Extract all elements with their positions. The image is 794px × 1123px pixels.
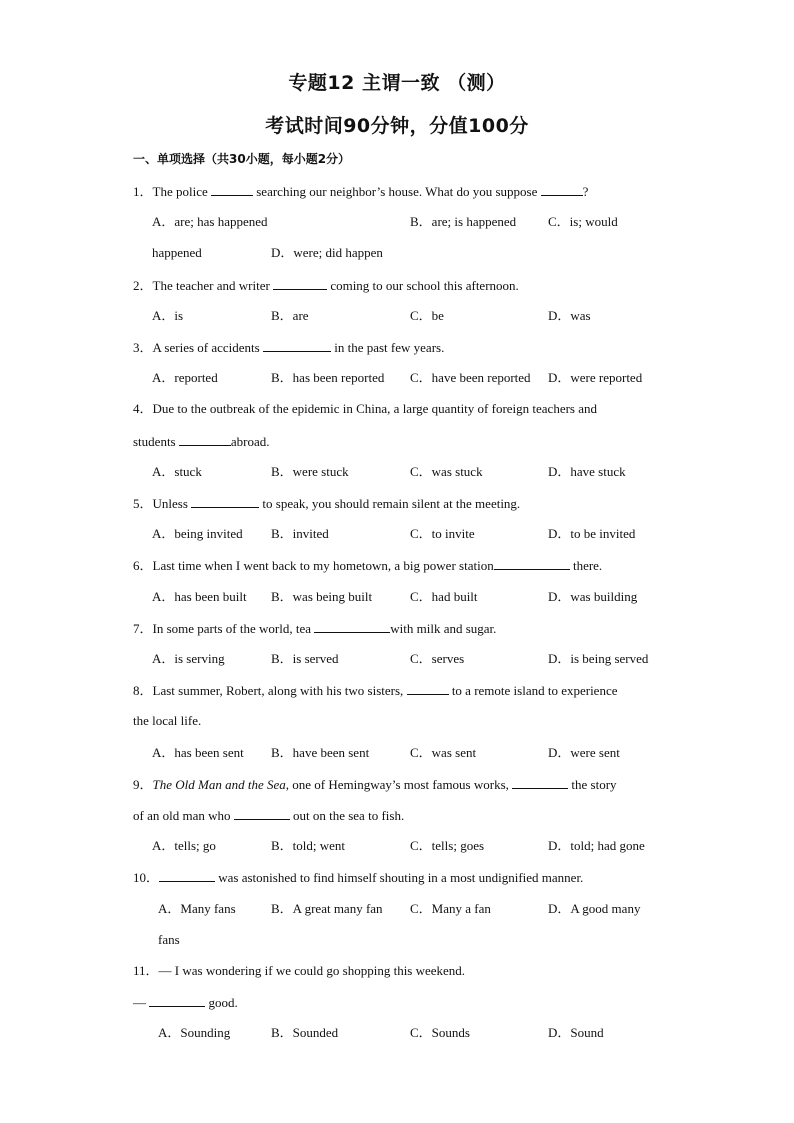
question-4-continued: students abroad.	[133, 434, 270, 449]
answer-blank	[494, 557, 570, 570]
option-d: D．is being served	[548, 651, 649, 666]
option-d: D．A good many	[548, 901, 641, 916]
question-9-continued: of an old man who out on the sea to fish.	[133, 808, 405, 823]
option-a: A．is serving	[152, 651, 225, 666]
option-b: B．invited	[271, 526, 329, 541]
answer-blank	[407, 682, 449, 695]
option-d: D．were sent	[548, 745, 620, 760]
option-c: C．Sounds	[410, 1025, 470, 1040]
answer-blank	[149, 994, 205, 1007]
option-b: B．have been sent	[271, 745, 370, 760]
answer-blank	[191, 495, 259, 508]
answer-blank	[512, 776, 568, 789]
option-c: C．had built	[410, 589, 478, 604]
option-d: D．was building	[548, 589, 638, 604]
answer-blank	[159, 869, 215, 882]
question-6: 6．Last time when I went back to my hometown, a big power station there.	[133, 558, 603, 573]
option-d: D．were reported	[548, 370, 643, 385]
question-5: 5．Unless to speak, you should remain silent at the meeting.	[133, 496, 521, 511]
option-b: B．was being built	[271, 589, 373, 604]
question-2: 2．The teacher and writer coming to our school this afternoon.	[133, 278, 519, 293]
question-3: 3．A series of accidents in the past few years.	[133, 340, 445, 355]
question-4: 4．Due to the outbreak of the epidemic in China, a large quantity of foreign teachers and	[133, 401, 598, 416]
option-c: C．tells; goes	[410, 838, 485, 853]
option-c: C．was sent	[410, 745, 477, 760]
option-c: C．is; would	[548, 214, 618, 229]
option-d: D．told; had gone	[548, 838, 645, 853]
option-d: D．have stuck	[548, 464, 626, 479]
question-10: 10． was astonished to find himself shouting in a most undignified manner.	[133, 870, 584, 885]
option-b: B．has been reported	[271, 370, 385, 385]
answer-blank	[263, 339, 331, 352]
option-b: B．were stuck	[271, 464, 349, 479]
option-a: A．has been sent	[152, 745, 244, 760]
section-heading: 一、单项选择（共30小题，每小题2分）	[133, 152, 351, 166]
question-11-reply: — good.	[133, 995, 238, 1010]
option-a: A．has been built	[152, 589, 247, 604]
question-7: 7．In some parts of the world, tea with milk and sugar.	[133, 621, 497, 636]
option-a: A．stuck	[152, 464, 202, 479]
option-c-continued: happened	[152, 245, 202, 260]
question-8: 8．Last summer, Robert, along with his two sisters, to a remote island to experience	[133, 683, 618, 698]
page-title: 专题12 主谓一致 （测）	[288, 72, 506, 94]
option-d: D．was	[548, 308, 591, 323]
option-a: A．tells; go	[152, 838, 216, 853]
option-b: B．are	[271, 308, 309, 323]
answer-blank	[211, 183, 253, 196]
exam-subtitle: 考试时间90分钟，分值100分	[265, 115, 529, 137]
option-a: A．are; has happened	[152, 214, 268, 229]
question-8-continued: the local life.	[133, 713, 202, 728]
question-11: 11．— I was wondering if we could go shopping this weekend.	[133, 963, 466, 978]
option-a: A．being invited	[152, 526, 243, 541]
answer-blank	[314, 620, 390, 633]
option-a: A．Sounding	[158, 1025, 231, 1040]
option-a: A．reported	[152, 370, 218, 385]
option-d: D．Sound	[548, 1025, 604, 1040]
book-title: The Old Man and the Sea	[152, 777, 286, 792]
option-c: C．Many a fan	[410, 901, 491, 916]
answer-blank	[179, 433, 231, 446]
option-b: B．Sounded	[271, 1025, 339, 1040]
option-c: C．was stuck	[410, 464, 483, 479]
option-b: B．are; is happened	[410, 214, 517, 229]
answer-blank	[273, 277, 327, 290]
option-c: C．be	[410, 308, 444, 323]
question-9: 9．The Old Man and the Sea, one of Hemingway’s most famous works, the story	[133, 777, 617, 792]
option-d: D．to be invited	[548, 526, 636, 541]
option-b: B．A great many fan	[271, 901, 383, 916]
option-d-continued: fans	[158, 932, 180, 947]
option-c: C．to invite	[410, 526, 475, 541]
option-c: C．have been reported	[410, 370, 531, 385]
option-d: D．were; did happen	[271, 245, 383, 260]
answer-blank	[234, 807, 290, 820]
option-b: B．is served	[271, 651, 339, 666]
option-a: A．is	[152, 308, 184, 323]
option-c: C．serves	[410, 651, 465, 666]
option-b: B．told; went	[271, 838, 346, 853]
option-a: A．Many fans	[158, 901, 236, 916]
answer-blank	[541, 183, 583, 196]
question-1: 1．The police searching our neighbor’s house. What do you suppose ?	[133, 184, 589, 199]
